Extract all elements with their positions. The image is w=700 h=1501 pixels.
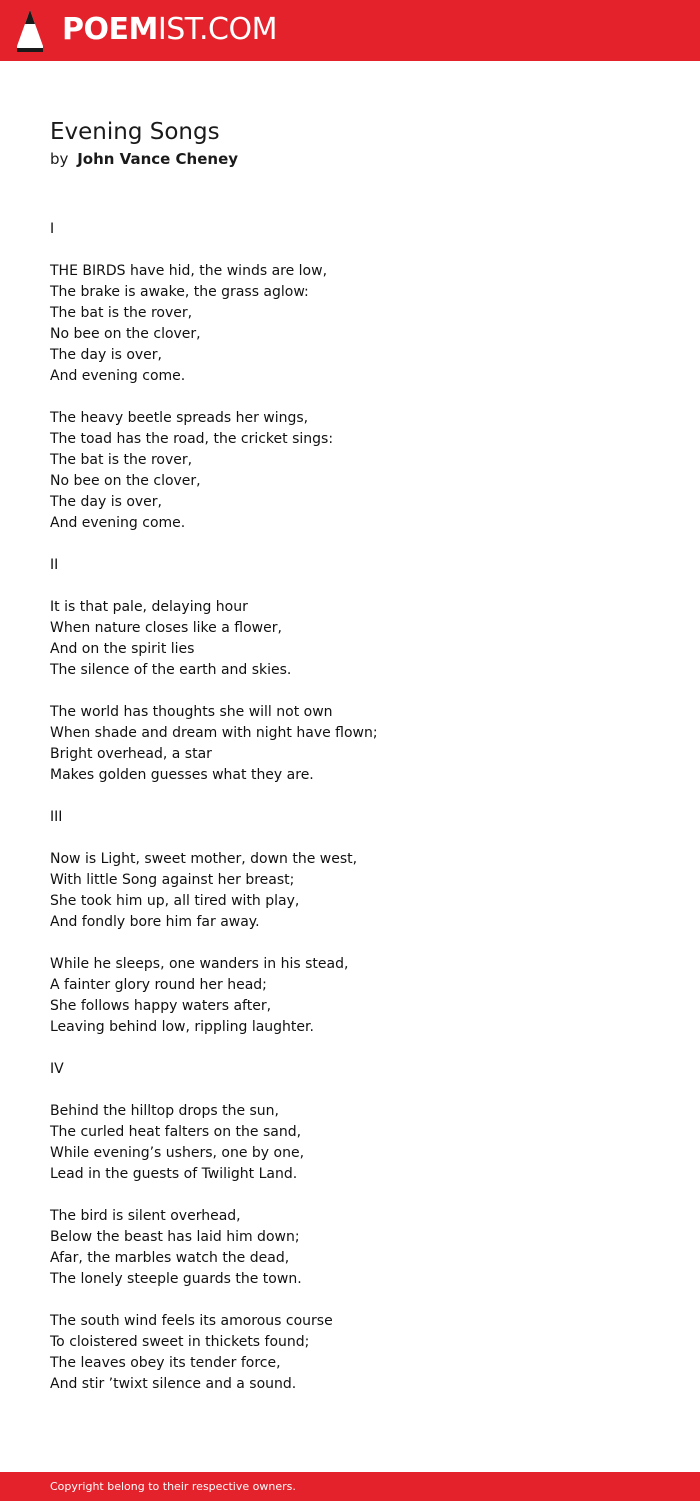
poem-line: While evening’s ushers, one by one, xyxy=(50,1145,305,1161)
site-header xyxy=(0,0,700,61)
poem-line: And stir ’twixt silence and a sound. xyxy=(50,1376,297,1392)
poem-line: When shade and dream with night have flown; xyxy=(50,725,378,741)
brand-name-light: IST.COM xyxy=(157,12,277,47)
poem-line: The south wind feels its amorous course xyxy=(50,1313,333,1329)
poem-line xyxy=(50,387,378,408)
author-name: John Vance Cheney xyxy=(77,150,239,168)
poem-line: I xyxy=(50,221,55,237)
poem-line xyxy=(50,786,378,807)
poem-line: Below the beast has laid him down; xyxy=(50,1229,300,1245)
poem-line: The brake is awake, the grass aglow: xyxy=(50,284,309,300)
poem-line: THE BIRDS have hid, the winds are low, xyxy=(50,263,328,279)
poem-line xyxy=(50,576,378,597)
site-logo-link[interactable] xyxy=(62,12,277,48)
poem-line xyxy=(50,933,378,954)
poem-line: Lead in the guests of Twilight Land. xyxy=(50,1166,298,1182)
poem-line: Leaving behind low, rippling laughter. xyxy=(50,1019,314,1035)
brand-name-bold: POEM xyxy=(62,12,158,47)
poem-line: And fondly bore him far away. xyxy=(50,914,260,930)
poem-line xyxy=(50,1290,378,1311)
poem-line: And on the spirit lies xyxy=(50,641,195,657)
poem-line: II xyxy=(50,557,59,573)
poem-body xyxy=(50,219,378,1395)
poem-line: With little Song against her breast; xyxy=(50,872,295,888)
poem-line: The leaves obey its tender force, xyxy=(50,1355,281,1371)
poem-line xyxy=(50,534,378,555)
byline xyxy=(50,149,238,169)
poem-line: And evening come. xyxy=(50,368,186,384)
pencil-tip-icon xyxy=(17,10,43,52)
poem-line: The day is over, xyxy=(50,347,162,363)
poem-line: It is that pale, delaying hour xyxy=(50,599,248,615)
poem-line: Behind the hilltop drops the sun, xyxy=(50,1103,279,1119)
poem-line xyxy=(50,828,378,849)
poem-line: The toad has the road, the cricket sings: xyxy=(50,431,334,447)
poem-title: Evening Songs xyxy=(50,119,220,145)
poem-line: To cloistered sweet in thickets found; xyxy=(50,1334,310,1350)
poem-line: III xyxy=(50,809,63,825)
copyright-text: Copyright belong to their respective owners. xyxy=(50,1480,296,1493)
poem-line xyxy=(50,1185,378,1206)
poem-line: The day is over, xyxy=(50,494,162,510)
poem-line: Makes golden guesses what they are. xyxy=(50,767,314,783)
by-label: by xyxy=(50,150,69,168)
poem-line xyxy=(50,1080,378,1101)
poem-line: Afar, the marbles watch the dead, xyxy=(50,1250,290,1266)
poem-line: The bat is the rover, xyxy=(50,305,193,321)
poem-line: And evening come. xyxy=(50,515,186,531)
poem-line: She took him up, all tired with play, xyxy=(50,893,300,909)
poem-line: No bee on the clover, xyxy=(50,473,201,489)
poem-line: The world has thoughts she will not own xyxy=(50,704,333,720)
poem-line: Bright overhead, a star xyxy=(50,746,212,762)
poem-line: IV xyxy=(50,1061,64,1077)
poem-line: The curled heat falters on the sand, xyxy=(50,1124,302,1140)
poem-line: She follows happy waters after, xyxy=(50,998,272,1014)
poem-line xyxy=(50,681,378,702)
poem-line: No bee on the clover, xyxy=(50,326,201,342)
poem-line: The silence of the earth and skies. xyxy=(50,662,292,678)
poem-line: While he sleeps, one wanders in his stead, xyxy=(50,956,349,972)
site-footer xyxy=(0,1472,700,1501)
poem-line: The lonely steeple guards the town. xyxy=(50,1271,302,1287)
poem-line: The heavy beetle spreads her wings, xyxy=(50,410,309,426)
poem-line: When nature closes like a flower, xyxy=(50,620,282,636)
poem-line: The bat is the rover, xyxy=(50,452,193,468)
poem-line xyxy=(50,240,378,261)
poem-line: Now is Light, sweet mother, down the west, xyxy=(50,851,358,867)
poem-line: The bird is silent overhead, xyxy=(50,1208,241,1224)
poem-line xyxy=(50,1038,378,1059)
poem-line: A fainter glory round her head; xyxy=(50,977,267,993)
